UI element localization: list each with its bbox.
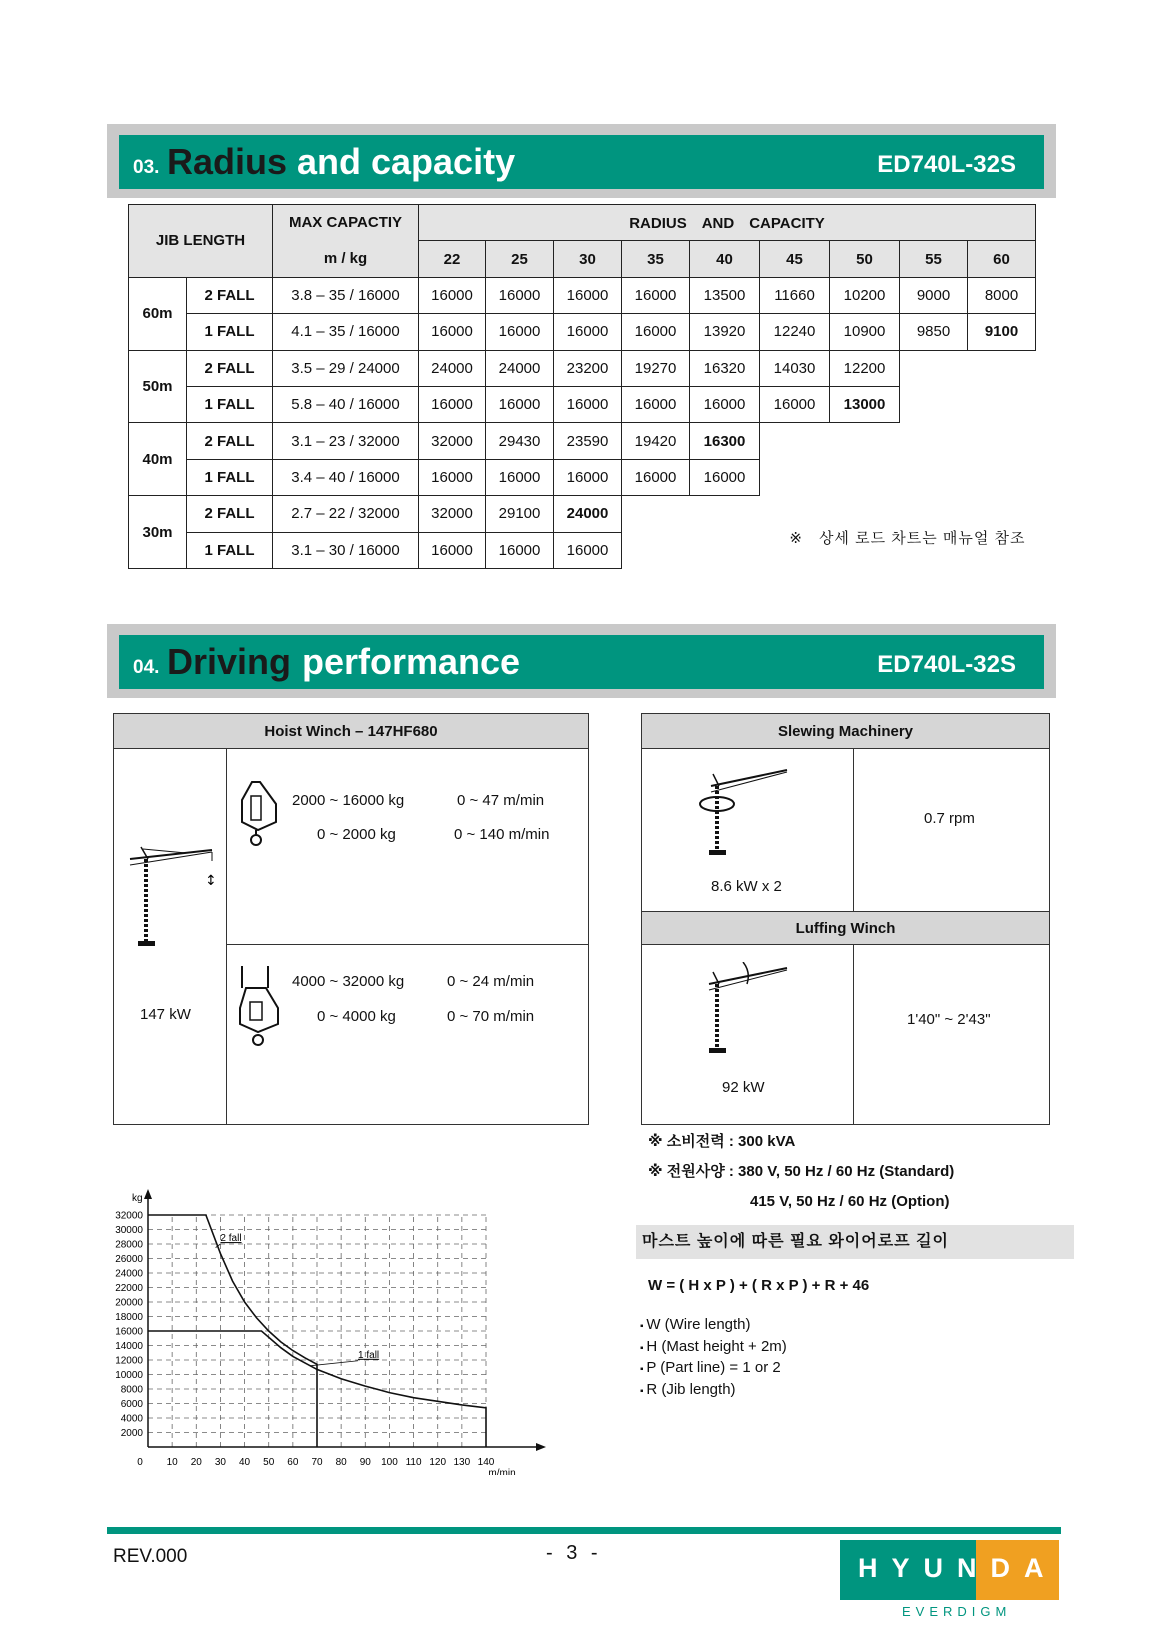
hyundai-everdigm-logo bbox=[840, 1540, 1080, 1619]
capacity-value-cell: 16000 bbox=[486, 532, 554, 568]
capacity-value-cell: 16000 bbox=[622, 314, 690, 350]
logo-subtext: EVERDIGM bbox=[902, 1604, 1012, 1619]
divider bbox=[226, 944, 589, 945]
capacity-value-cell: 9000 bbox=[900, 277, 968, 313]
x-tick-label: 0 bbox=[137, 1457, 143, 1468]
max-capacity-unit: m / kg bbox=[273, 241, 419, 277]
capacity-value-cell: 24000 bbox=[419, 350, 486, 386]
slewing-title: Slewing Machinery bbox=[642, 714, 1049, 749]
hoist-winch-title: Hoist Winch – 147HF680 bbox=[114, 714, 588, 749]
capacity-value-cell: 12200 bbox=[830, 350, 900, 386]
jib-length-cell: 60m bbox=[129, 277, 187, 350]
capacity-row bbox=[129, 277, 1036, 313]
capacity-value-cell: 16000 bbox=[486, 459, 554, 495]
capacity-value-cell: 29100 bbox=[486, 496, 554, 532]
capacity-value-cell: 14030 bbox=[760, 350, 830, 386]
section-title-a: Driving bbox=[167, 641, 292, 682]
series-label: 2 fall bbox=[220, 1233, 242, 1245]
hoist-2fall-load1: 2000 ~ 16000 kg bbox=[292, 792, 405, 809]
double-pulley-icon bbox=[236, 966, 282, 1048]
capacity-value-cell: 32000 bbox=[419, 496, 486, 532]
radius-header-cell: 40 bbox=[690, 241, 760, 277]
max-capacity-cell: 3.1 – 23 / 32000 bbox=[273, 423, 419, 459]
fall-cell: 1 FALL bbox=[187, 532, 273, 568]
capacity-row bbox=[129, 350, 1036, 386]
x-tick-label: 90 bbox=[359, 1457, 371, 1468]
y-tick-label: 24000 bbox=[115, 1268, 143, 1280]
capacity-value-cell: 16000 bbox=[419, 314, 486, 350]
power-spec-note: ※ 전원사양 : 380 V, 50 Hz / 60 Hz (Standard) bbox=[648, 1163, 955, 1180]
capacity-value-cell: 13000 bbox=[830, 386, 900, 422]
x-tick-label: 40 bbox=[239, 1457, 251, 1468]
capacity-value-cell: 16000 bbox=[622, 277, 690, 313]
capacity-value-cell: 16000 bbox=[760, 386, 830, 422]
max-capacity-cell: 3.1 – 30 / 16000 bbox=[273, 532, 419, 568]
jib-length-cell: 40m bbox=[129, 423, 187, 496]
capacity-value-cell: 9100 bbox=[968, 314, 1036, 350]
y-axis-label: kg bbox=[132, 1193, 143, 1204]
x-tick-label: 140 bbox=[477, 1457, 495, 1468]
power-notes bbox=[648, 1127, 954, 1217]
model-name: ED740L-32S bbox=[877, 151, 1016, 178]
capacity-value-cell: 9850 bbox=[900, 314, 968, 350]
capacity-value-cell: 16000 bbox=[554, 314, 622, 350]
section-header-driving bbox=[107, 624, 1056, 698]
x-axis-label: m/min bbox=[488, 1468, 516, 1475]
capacity-value-cell: 16300 bbox=[690, 423, 760, 459]
max-capacity-cell: 3.5 – 29 / 24000 bbox=[273, 350, 419, 386]
empty-cell bbox=[900, 350, 1036, 386]
x-axis-arrow bbox=[536, 1443, 546, 1451]
wire-formula: W = ( H x P ) + ( R x P ) + R + 46 bbox=[648, 1277, 870, 1294]
hoist-2fall-speed2: 0 ~ 140 m/min bbox=[454, 826, 550, 843]
capacity-value-cell: 16000 bbox=[690, 459, 760, 495]
x-tick-label: 30 bbox=[214, 1457, 226, 1468]
svg-text:↕: ↕ bbox=[205, 873, 217, 889]
slewing-power: 8.6 kW x 2 bbox=[711, 878, 782, 895]
hoist-4fall-load1: 4000 ~ 32000 kg bbox=[292, 973, 405, 990]
radius-header-cell: 22 bbox=[419, 241, 486, 277]
x-tick-label: 60 bbox=[287, 1457, 299, 1468]
capacity-value-cell: 24000 bbox=[486, 350, 554, 386]
capacity-value-cell: 16000 bbox=[419, 277, 486, 313]
wire-legend-item: ▪ H (Mast height + 2m) bbox=[640, 1337, 787, 1359]
page-number: - 3 - bbox=[546, 1542, 602, 1564]
x-tick-label: 70 bbox=[311, 1457, 323, 1468]
power-option-note: 415 V, 50 Hz / 60 Hz (Option) bbox=[750, 1193, 950, 1210]
capacity-value-cell: 29430 bbox=[486, 423, 554, 459]
capacity-value-cell: 23590 bbox=[554, 423, 622, 459]
section-title-a: Radius bbox=[167, 141, 288, 182]
capacity-value-cell: 19420 bbox=[622, 423, 690, 459]
fall-cell: 2 FALL bbox=[187, 277, 273, 313]
radius-header-cell: 35 bbox=[622, 241, 690, 277]
fall-cell: 1 FALL bbox=[187, 386, 273, 422]
capacity-value-cell: 11660 bbox=[760, 277, 830, 313]
capacity-row bbox=[129, 386, 1036, 422]
y-tick-label: 26000 bbox=[115, 1254, 143, 1265]
radius-header-cell: 45 bbox=[760, 241, 830, 277]
capacity-value-cell: 13920 bbox=[690, 314, 760, 350]
capacity-value-cell: 16000 bbox=[486, 277, 554, 313]
x-tick-label: 20 bbox=[190, 1457, 202, 1468]
hoist-4fall-speed1: 0 ~ 24 m/min bbox=[447, 973, 535, 990]
crane-hoist-icon bbox=[126, 839, 221, 954]
y-tick-label: 16000 bbox=[115, 1326, 143, 1338]
luffing-power: 92 kW bbox=[722, 1079, 765, 1096]
section-title-b: performance bbox=[302, 641, 521, 682]
jib-length-cell: 50m bbox=[129, 350, 187, 423]
fall-cell: 2 FALL bbox=[187, 423, 273, 459]
hoist-power: 147 kW bbox=[140, 1006, 191, 1023]
capacity-value-cell: 32000 bbox=[419, 423, 486, 459]
x-tick-label: 80 bbox=[335, 1457, 347, 1468]
x-tick-label: 10 bbox=[166, 1457, 178, 1468]
divider bbox=[226, 749, 227, 1125]
capacity-value-cell: 16000 bbox=[486, 386, 554, 422]
y-tick-label: 18000 bbox=[115, 1312, 143, 1323]
y-tick-label: 22000 bbox=[115, 1283, 143, 1294]
hoist-2fall-speed1: 0 ~ 47 m/min bbox=[457, 792, 545, 809]
capacity-row bbox=[129, 423, 1036, 459]
radius-header-cell: 30 bbox=[554, 241, 622, 277]
x-tick-label: 130 bbox=[453, 1457, 471, 1468]
y-tick-label: 30000 bbox=[115, 1225, 143, 1236]
y-tick-label: 32000 bbox=[115, 1210, 143, 1222]
y-tick-label: 6000 bbox=[120, 1399, 143, 1410]
fall-cell: 2 FALL bbox=[187, 350, 273, 386]
capacity-value-cell: 10200 bbox=[830, 277, 900, 313]
wire-legend-item: ▪ P (Part line) = 1 or 2 bbox=[640, 1358, 787, 1380]
capacity-value-cell: 16000 bbox=[690, 386, 760, 422]
x-tick-label: 50 bbox=[263, 1457, 275, 1468]
capacity-value-cell: 16000 bbox=[419, 532, 486, 568]
max-capacity-cell: 3.4 – 40 / 16000 bbox=[273, 459, 419, 495]
capacity-value-cell: 16320 bbox=[690, 350, 760, 386]
fall-cell: 1 FALL bbox=[187, 314, 273, 350]
y-tick-label: 28000 bbox=[115, 1239, 143, 1251]
x-tick-label: 120 bbox=[429, 1457, 447, 1468]
section-number: 04. bbox=[133, 657, 160, 678]
slewing-luffing-box bbox=[641, 713, 1050, 1125]
capacity-value-cell: 10900 bbox=[830, 314, 900, 350]
hoist-2fall-load2: 0 ~ 2000 kg bbox=[317, 826, 396, 843]
load-speed-chart bbox=[100, 1185, 600, 1475]
capacity-value-cell: 16000 bbox=[486, 314, 554, 350]
y-tick-label: 2000 bbox=[120, 1428, 143, 1439]
capacity-table bbox=[128, 204, 1036, 569]
capacity-value-cell: 16000 bbox=[419, 459, 486, 495]
capacity-value-cell: 16000 bbox=[554, 459, 622, 495]
y-tick-label: 10000 bbox=[115, 1370, 143, 1381]
wire-legend-item: ▪ W (Wire length) bbox=[640, 1315, 787, 1337]
empty-cell bbox=[900, 386, 1036, 422]
section-header-bar bbox=[119, 635, 1044, 689]
fall-cell: 1 FALL bbox=[187, 459, 273, 495]
max-capacity-cell: 2.7 – 22 / 32000 bbox=[273, 496, 419, 532]
max-capacity-header: MAX CAPACTIY bbox=[273, 205, 419, 241]
y-tick-label: 20000 bbox=[115, 1297, 143, 1309]
section-header-radius bbox=[107, 124, 1056, 198]
max-capacity-cell: 3.8 – 35 / 16000 bbox=[273, 277, 419, 313]
x-tick-label: 110 bbox=[405, 1457, 422, 1468]
power-consumption-note: ※ 소비전력 : 300 kVA bbox=[648, 1133, 796, 1150]
capacity-value-cell: 23200 bbox=[554, 350, 622, 386]
capacity-value-cell: 16000 bbox=[419, 386, 486, 422]
luffing-title: Luffing Winch bbox=[642, 911, 1049, 945]
hoist-winch-box bbox=[113, 713, 589, 1125]
x-tick-label: 100 bbox=[381, 1457, 398, 1468]
single-pulley-icon bbox=[236, 778, 280, 850]
capacity-value-cell: 12240 bbox=[760, 314, 830, 350]
max-capacity-cell: 4.1 – 35 / 16000 bbox=[273, 314, 419, 350]
capacity-row bbox=[129, 459, 1036, 495]
max-capacity-cell: 5.8 – 40 / 16000 bbox=[273, 386, 419, 422]
radius-capacity-header: RADIUS AND CAPACITY bbox=[419, 205, 1036, 241]
capacity-row bbox=[129, 314, 1036, 350]
fall-cell: 2 FALL bbox=[187, 496, 273, 532]
luffing-time: 1'40" ~ 2'43" bbox=[907, 1011, 991, 1028]
crane-luffing-icon bbox=[697, 962, 797, 1062]
section-number: 03. bbox=[133, 157, 160, 178]
capacity-value-cell: 16000 bbox=[554, 386, 622, 422]
series-label: 1 fall bbox=[358, 1349, 380, 1361]
slewing-speed: 0.7 rpm bbox=[924, 810, 975, 827]
jib-length-header: JIB LENGTH bbox=[129, 205, 273, 278]
capacity-value-cell: 16000 bbox=[622, 459, 690, 495]
revision: REV.000 bbox=[113, 1546, 188, 1567]
capacity-row bbox=[129, 496, 1036, 532]
capacity-value-cell: 16000 bbox=[554, 532, 622, 568]
load-chart-note: ※ 상세 로드 차트는 매뉴얼 참조 bbox=[789, 529, 1026, 547]
section-title-b: and capacity bbox=[297, 141, 516, 182]
footer-line bbox=[107, 1527, 1061, 1534]
hoist-4fall-load2: 0 ~ 4000 kg bbox=[317, 1008, 396, 1025]
hoist-4fall-speed2: 0 ~ 70 m/min bbox=[447, 1008, 535, 1025]
capacity-value-cell: 16000 bbox=[622, 386, 690, 422]
wire-legend-item: ▪ R (Jib length) bbox=[640, 1380, 787, 1402]
radius-header-cell: 50 bbox=[830, 241, 900, 277]
capacity-value-cell: 16000 bbox=[554, 277, 622, 313]
empty-cell bbox=[760, 423, 1036, 459]
y-tick-label: 14000 bbox=[115, 1341, 143, 1352]
crane-slewing-icon bbox=[697, 764, 797, 864]
logo-text: HYUNDAI bbox=[858, 1553, 1080, 1583]
section-header-bar bbox=[119, 135, 1044, 189]
model-name: ED740L-32S bbox=[877, 651, 1016, 678]
capacity-value-cell: 13500 bbox=[690, 277, 760, 313]
jib-length-cell: 30m bbox=[129, 496, 187, 569]
y-tick-label: 12000 bbox=[115, 1355, 143, 1367]
capacity-value-cell: 8000 bbox=[968, 277, 1036, 313]
y-tick-label: 4000 bbox=[120, 1413, 143, 1425]
wire-legend-list bbox=[640, 1315, 787, 1401]
capacity-value-cell: 24000 bbox=[554, 496, 622, 532]
y-tick-label: 8000 bbox=[120, 1384, 143, 1396]
capacity-value-cell: 19270 bbox=[622, 350, 690, 386]
y-axis-arrow bbox=[144, 1189, 152, 1199]
radius-header-cell: 60 bbox=[968, 241, 1036, 277]
empty-cell bbox=[760, 459, 1036, 495]
radius-header-cell: 55 bbox=[900, 241, 968, 277]
radius-header-cell: 25 bbox=[486, 241, 554, 277]
wire-length-heading: 마스트 높이에 따른 필요 와이어로프 길이 bbox=[636, 1225, 1074, 1259]
